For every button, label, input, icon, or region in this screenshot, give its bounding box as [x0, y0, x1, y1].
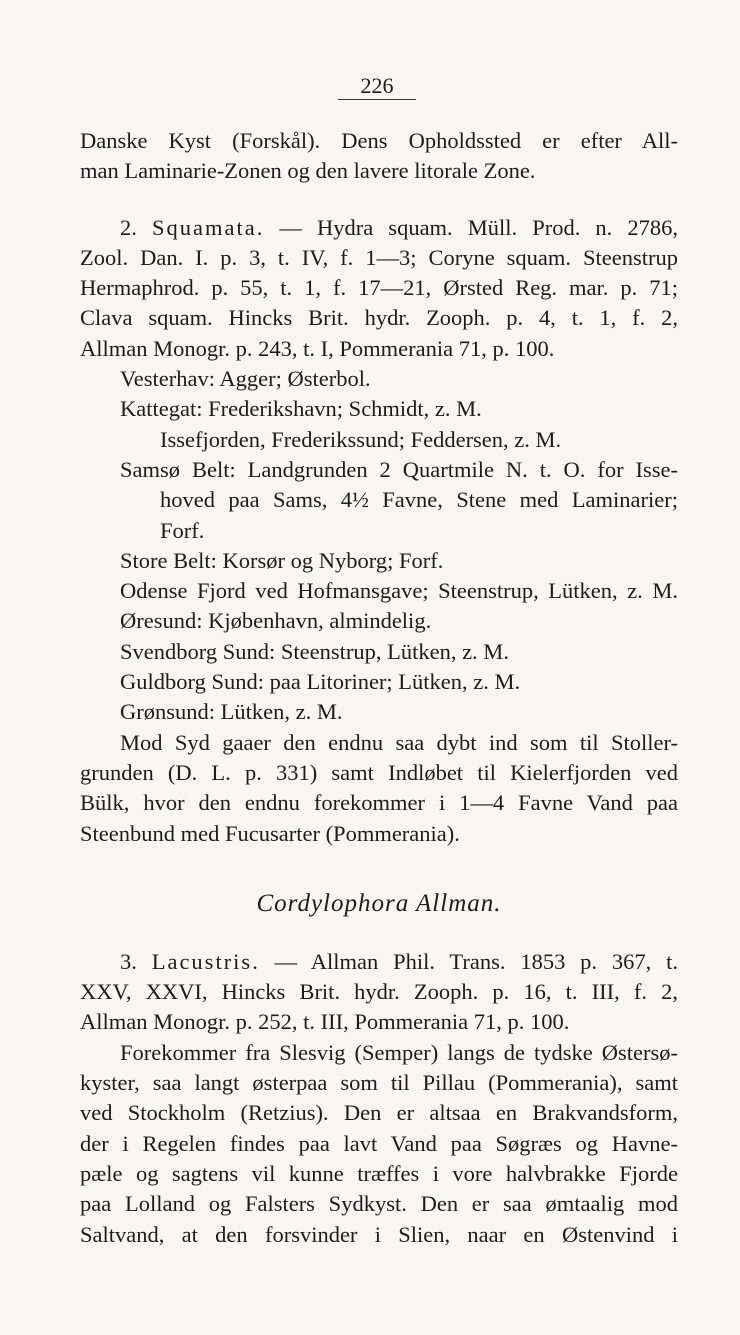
locality-line: Øresund: Kjøbenhavn, almindelig. [120, 608, 432, 634]
entry-number: 2. [120, 214, 137, 240]
entry-squamata-heading [80, 213, 678, 243]
locality-line: Kattegat: Frederikshavn; Schmidt, z. M. [120, 396, 482, 422]
locality-line: Odense Fjord ved Hofmansgave; Steenstrup, Lütken, z. M. [120, 578, 678, 604]
locality-line: Svendborg Sund: Steenstrup, Lütken, z. M. [120, 638, 509, 664]
text-line: Hermaphrod. p. 55, t. 1, f. 17—21, Ørsted Reg. mar. p. 71; [80, 275, 678, 301]
text-line: Allman Monogr. p. 243, t. I, Pommerania 71, p. 100. [80, 335, 555, 361]
locality-line: Forf. [160, 517, 205, 543]
text-line: ved Stockholm (Retzius). Den er altsaa en Brakvandsform, [80, 1100, 678, 1126]
locality-line: Store Belt: Korsør og Nyborg; Forf. [120, 547, 444, 573]
text-line: Allman Monogr. p. 252, t. III, Pommerania 71, p. 100. [80, 1009, 570, 1035]
species-name: Squamata. [151, 214, 265, 240]
text-line: pæle og sagtens vil kunne træffes i vore halvbrakke Fjorde [80, 1160, 678, 1186]
locality-line: hoved paa Sams, 4½ Favne, Stene med Laminarier; [160, 487, 678, 513]
text-line: Steenbund med Fucusarter (Pommerania). [80, 820, 460, 846]
text-fragment: — Allman Phil. Trans. 1853 p. 367, t. [274, 948, 678, 974]
text-line: man Laminarie-Zonen og den lavere litorale Zone. [80, 158, 536, 184]
text-line: XXV, XXVI, Hincks Brit. hydr. Zooph. p. 16, t. III, f. 2, [80, 979, 678, 1005]
text-line: kyster, saa langt østerpaa som til Pillau (Pommerania), samt [80, 1070, 678, 1096]
locality-line: Guldborg Sund: paa Litoriner; Lütken, z. M. [120, 669, 521, 695]
species-name: Lacustris. [151, 948, 260, 974]
text-line: Danske Kyst (Forskål). Dens Opholdssted er efter All- [80, 128, 678, 153]
locality-line: Vesterhav: Agger; Østerbol. [120, 366, 371, 392]
page-body [80, 126, 678, 1250]
locality-line: Grønsund: Lütken, z. M. [120, 699, 343, 725]
text-line: Zool. Dan. I. p. 3, t. IV, f. 1—3; Coryne squam. Steenstrup [80, 244, 678, 270]
text-line: Saltvand, at den forsvinder i Slien, naar en Østenvind i [80, 1221, 678, 1247]
text-line: Forekommer fra Slesvig (Semper) langs de tydske Østersø- [120, 1039, 678, 1065]
text-line: Clava squam. Hincks Brit. hydr. Zooph. p. 4, t. 1, f. 2, [80, 305, 678, 331]
entry-number: 3. [120, 948, 137, 974]
text-line: paa Lolland og Falsters Sydkyst. Den er saa ømtaalig mod [80, 1191, 678, 1217]
genus-heading: Cordylophora Allman. [256, 889, 502, 917]
text-fragment: — Hydra squam. Müll. Prod. n. 2786, [279, 214, 679, 240]
text-line: Bülk, hvor den endnu forekommer i 1—4 Favne Vand paa [80, 790, 678, 816]
text-line: Mod Syd gaaer den endnu saa dybt ind som til Stoller- [120, 729, 678, 755]
locality-line: Samsø Belt: Landgrunden 2 Quartmile N. t. O. for Isse- [120, 456, 678, 482]
page-number: 226 [338, 73, 416, 100]
locality-line: Issefjorden, Frederikssund; Feddersen, z. M. [160, 426, 562, 452]
entry-lacustris-heading [80, 947, 678, 977]
text-line: grunden (D. L. p. 331) samt Indløbet til Kielerfjorden ved [80, 759, 678, 785]
text-line: der i Regelen findes paa lavt Vand paa Søgræs og Havne- [80, 1130, 678, 1156]
